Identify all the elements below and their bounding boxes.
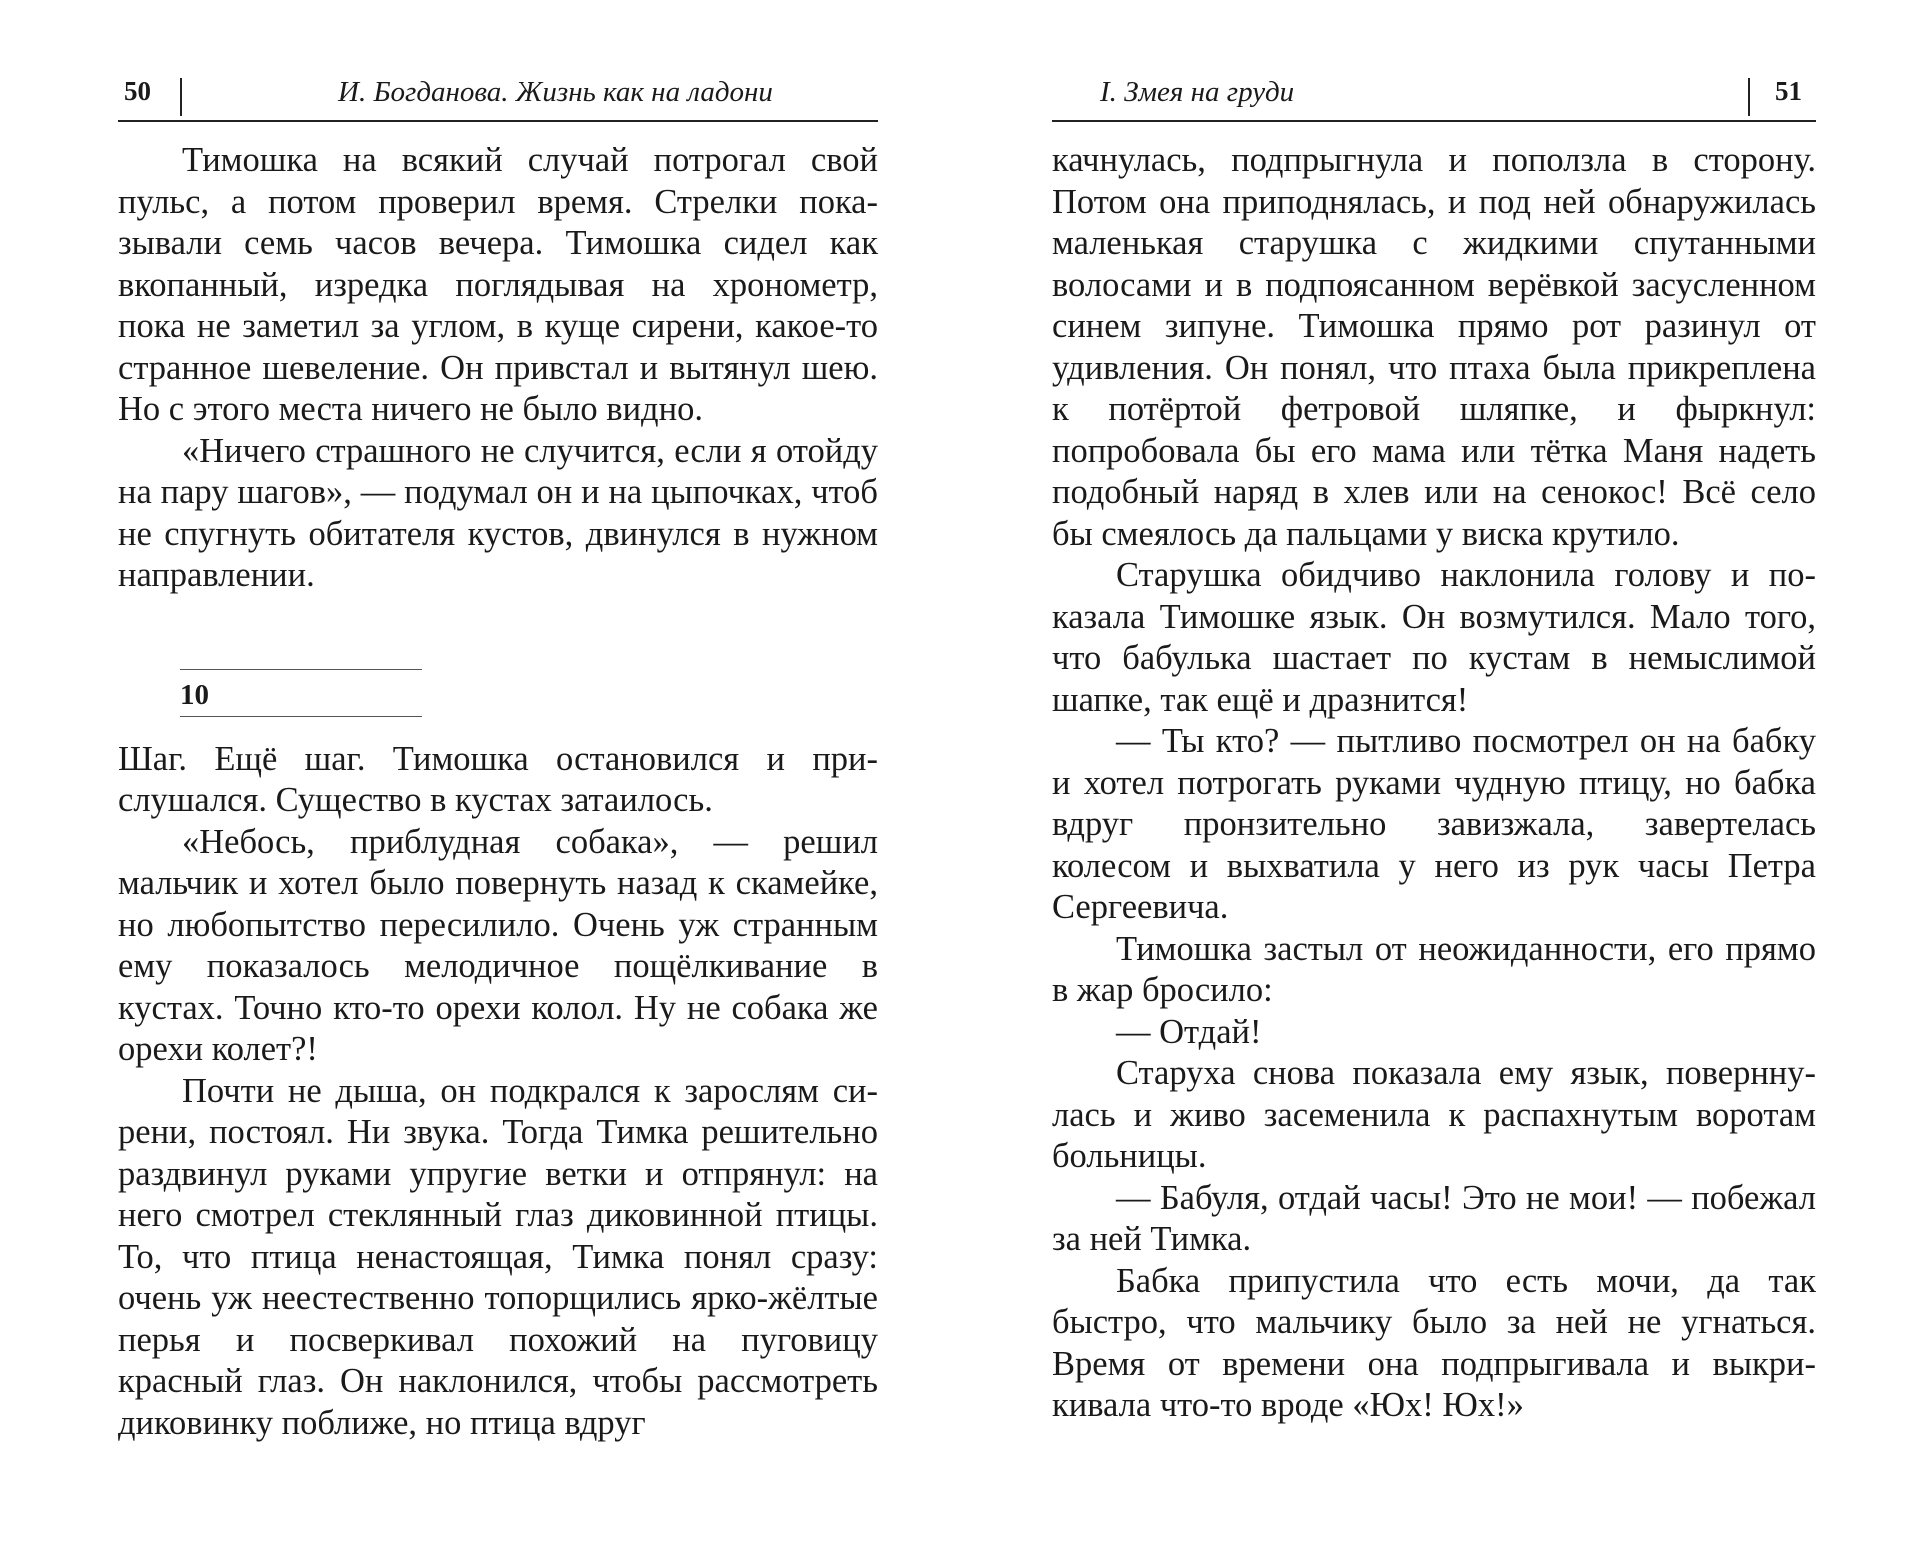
left-page: [118, 0, 878, 1544]
paragraph: Шаг. Ещё шаг. Тимошка остановился и прислушался. Существо в кустах затаилось.: [118, 739, 878, 819]
section-rule-bottom: [180, 716, 422, 717]
right-body-text: [1052, 140, 1816, 1427]
paragraph: — Ты кто? — пытливо посмотрел он на бабку и хотел потрогать руками чудную птицу, но бабка вдруг пронзительно завизжала, завертелась колесом и выхватила у него из рук часы Петра Сергеевича.: [1052, 722, 1816, 926]
header-separator: [180, 78, 182, 116]
paragraph: «Небось, приблудная собака», — решил мальчик и хотел было повернуть назад к скамейке, но любопытство пересилило. Очень уж странным ему показалось мелодичное пощёлкивание в кустах. Точно кто-то орехи колол. Ну не собака же орехи колет?!: [118, 822, 878, 1068]
page-number: 50: [124, 76, 151, 106]
paragraph: качнулась, подпрыгнула и поползла в сторону. Потом она приподнялась, и под ней обнаружилась маленькая старушка с жидкими спутанными волосами и в подпоясанном верёвкой засусленном синем зипуне. Тимошка прямо рот разинул от удивления. Он понял, что птаха была прикреплена к потёртой фетровой шляпке, и фыркнул: попробовала бы его мама или тётка Маня надеть подобный наряд в хлев или на сенокос! Всё село бы смеялось да пальцами у виска крутило.: [1052, 141, 1816, 553]
page-number: 51: [1775, 76, 1802, 106]
paragraph: Тимошка застыл от неожиданности, его прямо в жар бросило:: [1052, 929, 1816, 1009]
paragraph: Бабка припустила что есть мочи, да так быстро, что мальчику было за ней не угнаться. Время от времени она подпрыгивала и выкрикивала что-то вроде «Юх! Юх!»: [1052, 1261, 1816, 1424]
paragraph: Почти не дыша, он подкрался к зарослям сирени, постоял. Ни звука. Тогда Тимка решительно раздвинул руками упругие ветки и отпрянул: на него смотрел стеклянный глаз диковинной птицы. То, что птица ненастоящая, Тимка понял сразу: очень уж неестественно топорщились ярко-жёлтые перья и посверкивал похожий на пуговицу красный глаз. Он наклонился, чтобы рассмотреть диковинку поближе, но птица вдруг: [118, 1071, 878, 1442]
paragraph: «Ничего страшного не случится, если я отойду на пару шагов», — подумал он и на цыпочках, чтоб не спугнуть обитателя кустов, двинулся в нужном направлении.: [118, 431, 878, 594]
section-heading: [180, 669, 422, 717]
section-number: 10: [180, 678, 209, 711]
section-rule-top: [180, 669, 422, 670]
paragraph: Тимошка на всякий случай потрогал свой пульс, а потом проверил время. Стрелки показывали семь часов вечера. Тимошка сидел как вкопанный, изредка поглядывая на хронометр, пока не заметил за углом, в куще сирени, какое-то странное шевеление. Он привстал и вытянул шею. Но с этого места ничего не было видно.: [118, 141, 878, 428]
running-head-right: [1052, 70, 1816, 122]
paragraph: Старушка обидчиво наклонила голову и показала Тимошке язык. Он возмутился. Мало того, что бабулька шастает по кустам в немыслимой шапке, так ещё и дразнится!: [1052, 556, 1816, 719]
header-separator: [1748, 78, 1750, 116]
left-body-text: [118, 140, 878, 1444]
running-head-title: И. Богданова. Жизнь как на ладони: [338, 76, 773, 108]
right-page: [1052, 0, 1816, 1544]
running-head-title: I. Змея на груди: [1100, 76, 1295, 108]
running-head-left: [118, 70, 878, 122]
paragraph: Старуха снова показала ему язык, поверннулась и живо засеменила к распахнутым воротам больницы.: [1052, 1054, 1816, 1175]
paragraph: — Бабуля, отдай часы! Это не мои! — побежал за ней Тимка.: [1052, 1178, 1816, 1258]
paragraph: — Отдай!: [1116, 1012, 1262, 1051]
